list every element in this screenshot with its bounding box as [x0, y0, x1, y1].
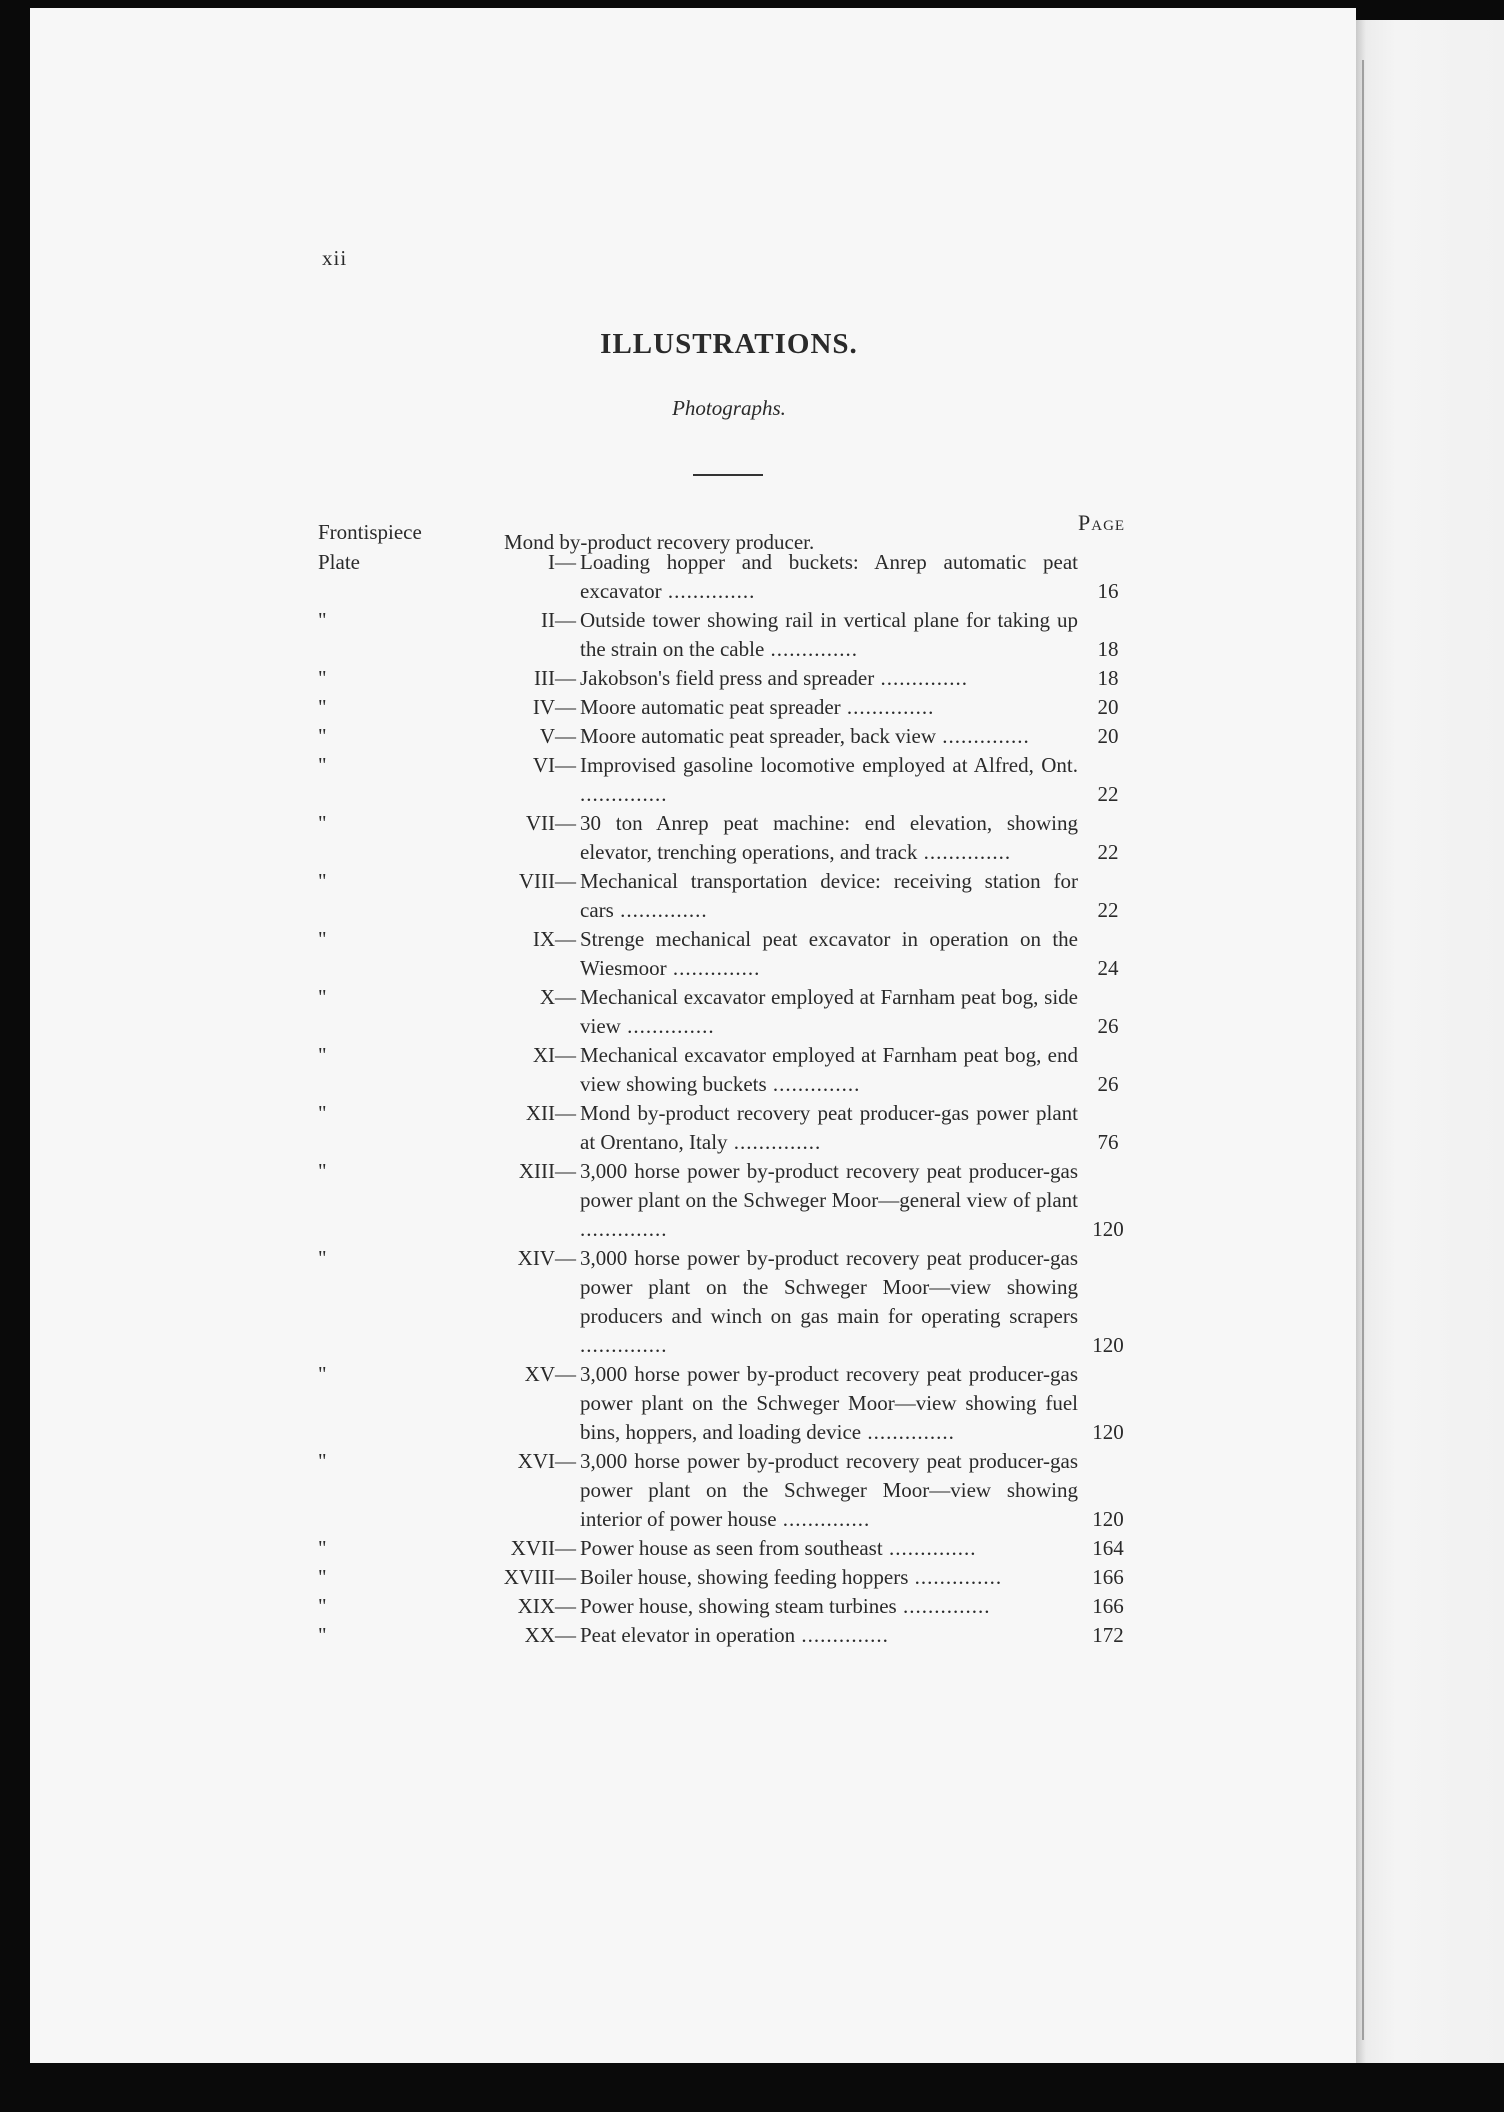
plate-number: XIII—: [518, 1159, 576, 1183]
list-item: [318, 1563, 1138, 1592]
plate-title-text: Mechanical excavator employed at Farnham peat bog, end view showing buckets: [580, 1043, 1078, 1096]
page-column-heading: Page: [1078, 510, 1126, 535]
leader-dots: ..............: [613, 898, 708, 922]
leader-dots: ..............: [896, 1594, 991, 1618]
list-item: [318, 664, 1138, 693]
plate-title: [580, 1621, 1078, 1650]
entry-label: ": [318, 1159, 327, 1183]
plate-number: VIII—: [518, 869, 576, 893]
plate-number: XV—: [524, 1362, 576, 1386]
leader-dots: ..............: [908, 1565, 1003, 1589]
page-ref: 24: [1097, 956, 1119, 980]
frontispiece-label: Frontispiece: [318, 520, 422, 544]
entry-label: ": [318, 1536, 327, 1560]
entry-label: ": [318, 1594, 327, 1618]
plate-title: [580, 1099, 1078, 1157]
page-ref: 164: [1092, 1536, 1124, 1560]
leader-dots: ..............: [840, 695, 935, 719]
plate-number: X—: [539, 985, 576, 1009]
leader-dots: ..............: [620, 1014, 715, 1038]
list-item: [318, 925, 1138, 983]
list-item: [318, 548, 1138, 606]
leader-dots: ..............: [727, 1130, 822, 1154]
plate-title-text: 30 ton Anrep peat machine: end elevation, showing elevator, trenching operations, and track: [580, 811, 1078, 864]
plate-title: [580, 925, 1078, 983]
page-ref: 120: [1092, 1333, 1124, 1357]
page-ref: 22: [1097, 898, 1119, 922]
list-item: [318, 1099, 1138, 1157]
plate-title: [580, 867, 1078, 925]
plate-number: XX—: [524, 1623, 576, 1647]
plate-title: [580, 1360, 1078, 1447]
entry-label: ": [318, 985, 327, 1009]
page-ref: 172: [1092, 1623, 1124, 1647]
leader-dots: ..............: [874, 666, 968, 690]
plate-title-text: 3,000 horse power by-product recovery peat producer-gas power plant on the Schweger Moor—view showing interior of power house: [580, 1449, 1078, 1531]
leader-dots: ..............: [580, 782, 668, 806]
plate-title: [580, 664, 1078, 693]
plate-title: [580, 1041, 1078, 1099]
entry-label: ": [318, 608, 327, 632]
page-ref: 18: [1097, 666, 1119, 690]
plate-number: XVIII—: [503, 1565, 576, 1589]
entry-label: ": [318, 695, 327, 719]
plate-number: IV—: [532, 695, 576, 719]
plate-title-text: Outside tower showing rail in vertical plane for taking up the strain on the cable: [580, 608, 1078, 661]
plate-title-text: Loading hopper and buckets: Anrep automatic peat excavator: [580, 550, 1078, 603]
plate-title-text: Mond by-product recovery peat producer-gas power plant at Orentano, Italy: [580, 1101, 1078, 1154]
page-ref: 26: [1097, 1072, 1119, 1096]
plate-number: II—: [541, 608, 576, 632]
leader-dots: ..............: [580, 1217, 668, 1241]
entry-label: ": [318, 869, 327, 893]
plate-title-text: Jakobson's field press and spreader: [580, 666, 875, 690]
leader-dots: ..............: [936, 724, 1030, 748]
page-number: xii: [322, 246, 348, 270]
list-item: [318, 1157, 1138, 1244]
plate-title-text: Peat elevator in operation: [580, 1623, 796, 1647]
list-item: [318, 809, 1138, 867]
list-item: [318, 1447, 1138, 1534]
page-ref: 26: [1097, 1014, 1119, 1038]
plate-title-text: Boiler house, showing feeding hoppers: [580, 1565, 909, 1589]
entry-label: ": [318, 753, 327, 777]
plate-title-text: 3,000 horse power by-product recovery peat producer-gas power plant on the Schweger Moor—general view of plant: [580, 1159, 1078, 1212]
page-title: ILLUSTRATIONS.: [600, 328, 858, 360]
leader-dots: ..............: [882, 1536, 977, 1560]
plate-title: [580, 809, 1078, 867]
plate-title: [580, 751, 1078, 809]
entry-label: ": [318, 1565, 327, 1589]
leader-dots: ..............: [766, 1072, 861, 1096]
page-ref: 120: [1092, 1420, 1124, 1444]
plate-title: [580, 983, 1078, 1041]
page-ref: 20: [1097, 724, 1119, 748]
entry-label: ": [318, 1101, 327, 1125]
entry-label: ": [318, 927, 327, 951]
plate-title-text: Mechanical excavator employed at Farnham peat bog, side view: [580, 985, 1078, 1038]
list-item: [318, 693, 1138, 722]
plate-title-text: Strenge mechanical peat excavator in operation on the Wiesmoor: [580, 927, 1078, 980]
list-item: [318, 1360, 1138, 1447]
list-item: [318, 1621, 1138, 1650]
leader-dots: ..............: [580, 1333, 668, 1357]
facing-page-edge: [1356, 20, 1504, 2063]
entry-label: ": [318, 1246, 327, 1270]
entry-label: ": [318, 1623, 327, 1647]
plate-title: [580, 722, 1078, 751]
page-ref: 18: [1097, 637, 1119, 661]
list-item: [318, 1041, 1138, 1099]
plate-number: XI—: [532, 1043, 576, 1067]
leader-dots: ..............: [776, 1507, 871, 1531]
list-item: [318, 606, 1138, 664]
plate-title: [580, 1157, 1078, 1244]
entry-label: ": [318, 724, 327, 748]
plate-number: XIV—: [517, 1246, 576, 1270]
plate-title: [580, 1592, 1078, 1621]
list-item: [318, 983, 1138, 1041]
title-rule: [693, 474, 763, 476]
page-ref: 120: [1092, 1217, 1124, 1241]
page-ref: 16: [1097, 579, 1119, 603]
page-ref: 76: [1097, 1130, 1119, 1154]
plate-title-text: 3,000 horse power by-product recovery peat producer-gas power plant on the Schweger Moor—view showing producers and winch on gas main for operating scrapers: [580, 1246, 1078, 1328]
page-ref: 22: [1097, 840, 1119, 864]
leader-dots: ..............: [666, 956, 761, 980]
page-ref: 166: [1092, 1594, 1124, 1618]
plate-title: [580, 693, 1078, 722]
entry-label: ": [318, 811, 327, 835]
entry-label: ": [318, 1043, 327, 1067]
plate-number: XVI—: [517, 1449, 576, 1473]
plate-title-text: Mechanical transportation device: receiving station for cars: [580, 869, 1078, 922]
plate-number: VII—: [525, 811, 576, 835]
plate-number: V—: [539, 724, 576, 748]
list-item: [318, 722, 1138, 751]
plate-number: XII—: [525, 1101, 576, 1125]
page-ref: 22: [1097, 782, 1119, 806]
plate-number: IX—: [532, 927, 576, 951]
list-item: [318, 1592, 1138, 1621]
frontispiece-title: Mond by-product recovery producer.: [504, 530, 815, 554]
plate-title-text: Power house, showing steam turbines: [580, 1594, 897, 1618]
page-ref: 166: [1092, 1565, 1124, 1589]
entry-label: ": [318, 666, 327, 690]
plate-title: [580, 1563, 1078, 1592]
plate-number: VI—: [532, 753, 576, 777]
plate-number: III—: [534, 666, 576, 690]
page-ref: 20: [1097, 695, 1119, 719]
list-item: [318, 867, 1138, 925]
leader-dots: ..............: [661, 579, 756, 603]
plate-title: [580, 1534, 1078, 1563]
entry-label: Plate: [318, 550, 360, 574]
leader-dots: ..............: [861, 1420, 955, 1444]
plate-number: XVII—: [510, 1536, 576, 1560]
list-item: [318, 1244, 1138, 1360]
plate-title-text: Moore automatic peat spreader: [580, 695, 841, 719]
plate-title: [580, 606, 1078, 664]
plate-title-text: Moore automatic peat spreader, back view: [580, 724, 937, 748]
leader-dots: ..............: [917, 840, 1012, 864]
leader-dots: ..............: [764, 637, 859, 661]
leader-dots: ..............: [795, 1623, 889, 1647]
plate-number: XIX—: [517, 1594, 576, 1618]
section-subtitle: Photographs.: [672, 396, 786, 420]
page-ref: 120: [1092, 1507, 1124, 1531]
plate-title: [580, 1244, 1078, 1360]
plate-title-text: Power house as seen from southeast: [580, 1536, 883, 1560]
plate-title: [580, 548, 1078, 606]
plate-number: I—: [548, 550, 576, 574]
plate-title-text: 3,000 horse power by-product recovery peat producer-gas power plant on the Schweger Moor—view showing fuel bins, hoppers, and loading device: [580, 1362, 1078, 1444]
plate-title: [580, 1447, 1078, 1534]
plate-title-text: Improvised gasoline locomotive employed at Alfred, Ont.: [580, 753, 1078, 777]
entry-label: ": [318, 1362, 327, 1386]
entry-label: ": [318, 1449, 327, 1473]
illustrations-list: [318, 548, 1138, 1650]
list-item: [318, 751, 1138, 809]
list-item: [318, 1534, 1138, 1563]
